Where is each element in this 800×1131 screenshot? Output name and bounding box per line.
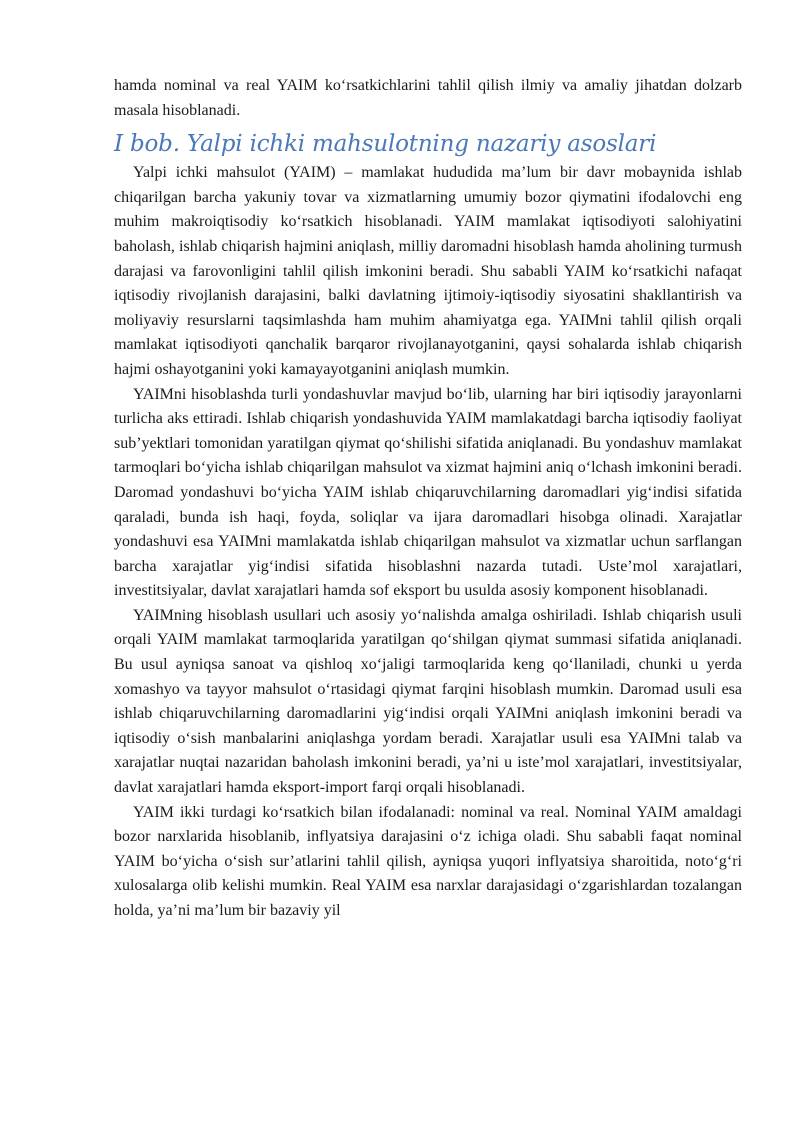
chapter-heading: I bob. Yalpi ichki mahsulotning nazariy asoslari: [114, 131, 657, 158]
document-page: [114, 74, 742, 924]
paragraph-approaches: YAIMni hisoblashda turli yondashuvlar mavjud bo‘lib, ularning har biri iqtisodiy jarayonlarni turlicha aks ettiradi. Ishlab chiqarish yondashuvida YAIM mamlakatdagi barcha iqtisodiy faoliyat sub’yektlari tomonidan yaratilgan qiymat qo‘shilishi sifatida aniqlanadi. Bu yondashuv mamlakat tarmoqlari bo‘yicha ishlab chiqarilgan mahsulot va xizmat hajmini aniq o‘lchash imkonini beradi. Daromad yondashuvi bo‘yicha YAIM ishlab chiqaruvchilarning daromadlari yig‘indisi sifatida qaraladi, bunda ish haqi, foyda, soliqlar va ijara daromadlari hisobga olinadi. Xarajatlar yondashuvi esa YAIMni mamlakatda ishlab chiqarilgan mahsulot va xizmatlar uchun sarflangan barcha xarajatlar yig‘indisi sifatida hisoblashni nazarda tutadi. Uste’mol xarajatlari, investitsiyalar, davlat xarajatlari hamda sof eksport bu usulda asosiy komponent hisoblanadi.: [114, 385, 742, 600]
paragraph-methods: YAIMning hisoblash usullari uch asosiy yo‘nalishda amalga oshiriladi. Ishlab chiqarish usuli orqali YAIM mamlakat tarmoqlarida yaratilgan qo‘shilgan qiymat summasi sifatida aniqlanadi. Bu usul ayniqsa sanoat va qishloq xo‘jaligi tarmoqlarida keng qo‘llaniladi, chunki u yerda xomashyo va tayyor mahsulot o‘rtasidagi qiymat farqini hisoblash mumkin. Daromad usuli esa ishlab chiqaruvchilarning daromadlarini yig‘indisi orqali YAIMni aniqlash imkonini beradi va iqtisodiy o‘sish manbalarini aniqlashga yordam beradi. Xarajatlar usuli esa YAIMni talab va xarajatlar nuqtai nazaridan baholash imkonini beradi, ya’ni u iste’mol xarajatlari, investitsiyalar, davlat xarajatlari hamda eksport-import farqi orqali hisoblanadi.: [114, 606, 742, 797]
intro-paragraph: hamda nominal va real YAIM ko‘rsatkichlarini tahlil qilish ilmiy va amaliy jihatdan dolzarb masala hisoblanadi.: [114, 77, 742, 119]
paragraph-nominal-real: YAIM ikki turdagi ko‘rsatkich bilan ifodalanadi: nominal va real. Nominal YAIM amaldagi bozor narxlarida hisoblanib, inflyatsiya darajasini o‘z ichiga oladi. Shu sababli faqat nominal YAIM bo‘yicha o‘sish sur’atlarini tahlil qilish, ayniqsa yuqori inflyatsiya sharoitida, noto‘g‘ri xulosalarga olib kelishi mumkin. Real YAIM esa narxlar darajasidagi o‘zgarishlardan tozalangan holda, ya’ni ma’lum bir bazaviy yil: [114, 803, 742, 919]
paragraph-definition: Yalpi ichki mahsulot (YAIM) – mamlakat hududida ma’lum bir davr mobaynida ishlab chiqarilgan barcha yakuniy tovar va xizmatlarning umumiy bozor qiymatini ifodalovchi eng muhim makroiqtisodiy ko‘rsatkich hisoblanadi. YAIM mamlakat iqtisodiyoti salohiyatini baholash, ishlab chiqarish hajmini aniqlash, milliy daromadni hisoblash hamda aholining turmush darajasi va farovonligini tahlil qilish imkonini beradi. Shu sababli YAIM ko‘rsatkichi nafaqat iqtisodiy rivojlanish darajasini, balki davlatning ijtimoiy-iqtisodiy siyosatini shakllantirish va moliyaviy resurslarni taqsimlashda ham muhim ahamiyatga ega. YAIMni tahlil qilish orqali mamlakat iqtisodiyoti qanchalik barqaror rivojlanayotganini, qaysi sohalarda ishlab chiqarish hajmi oshayotganini yoki kamayayotganini aniqlash mumkin.: [114, 164, 742, 378]
